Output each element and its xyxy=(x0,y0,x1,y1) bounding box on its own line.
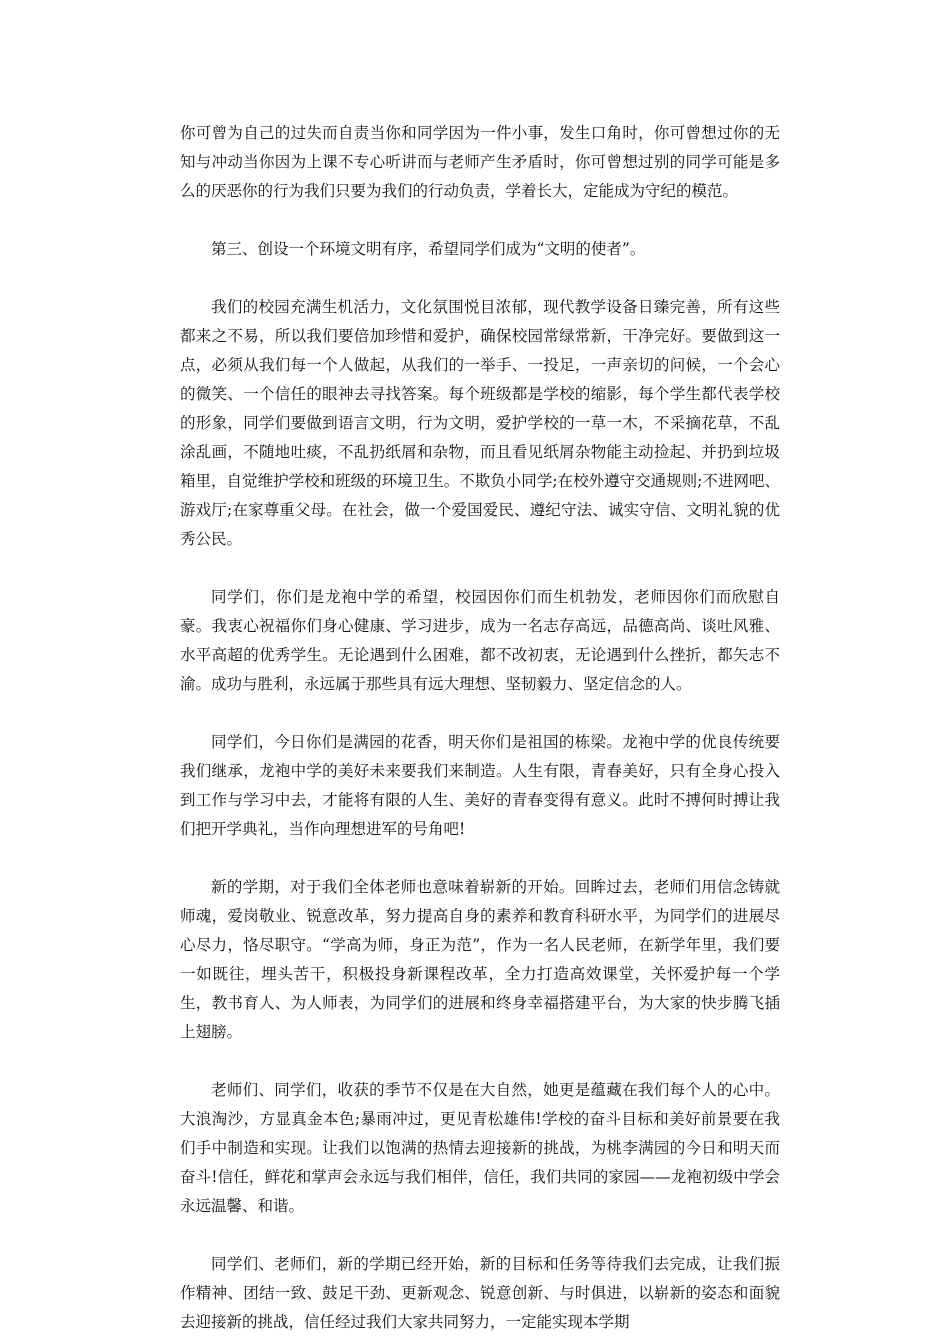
paragraph-1: 你可曾为自己的过失而自责当你和同学因为一件小事，发生口角时，你可曾想过你的无知与冲动当你因为上课不专心听讲而与老师产生矛盾时，你可曾想过别的同学可能是多么的厌恶你的行为我们只要为我们的行动负责，学着长大，定能成为守纪的模范。 xyxy=(180,124,780,200)
document-body xyxy=(180,119,780,1337)
paragraph-2: 第三、创设一个环境文明有序，希望同学们成为“文明的使者”。 xyxy=(211,240,646,258)
paragraph-5: 同学们，今日你们是满园的花香，明天你们是祖国的栋梁。龙袍中学的优良传统要我们继承，龙袍中学的美好未来要我们来制造。人生有限，青春美好，只有全身心投入到工作与学习中去，才能将有限的人生、美好的青春变得有意义。此时不搏何时搏让我们把开学典礼，当作向理想进军的号角吧! xyxy=(180,733,780,838)
paragraph-6: 新的学期，对于我们全体老师也意味着崭新的开始。回眸过去，老师们用信念铸就师魂，爱岗敬业、锐意改革，努力提高自身的素养和教育科研水平，为同学们的进展尽心尽力，恪尽职守。“学高为师，身正为范”，作为一名人民老师，在新学年里，我们要一如既往，埋头苦干，积极投身新课程改革，全力打造高效课堂，关怀爱护每一个学生，教书育人、为人师表，为同学们的进展和终身幸福搭建平台，为大家的快步腾飞插上翅膀。 xyxy=(180,878,780,1041)
paragraph-3: 我们的校园充满生机活力，文化氛围悦目浓郁，现代教学设备日臻完善，所有这些都来之不易，所以我们要倍加珍惜和爱护，确保校园常绿常新，干净完好。要做到这一点，必须从我们每一个人做起，从我们的一举手、一投足，一声亲切的问候，一个会心的微笑、一个信任的眼神去寻找答案。每个班级都是学校的缩影，每个学生都代表学校的形象，同学们要做到语言文明，行为文明，爱护学校的一草一木，不采摘花草，不乱涂乱画，不随地吐痰，不乱扔纸屑和杂物，而且看见纸屑杂物能主动捡起、并扔到垃圾箱里，自觉维护学校和班级的环境卫生。不欺负小同学;在校外遵守交通规则;不进网吧、游戏厅;在家尊重父母。在社会，做一个爱国爱民、遵纪守法、诚实守信、文明礼貌的优秀公民。 xyxy=(180,298,780,548)
paragraph-8: 同学们、老师们，新的学期已经开始，新的目标和任务等待我们去完成，让我们振作精神、团结一致、鼓足干劲、更新观念、锐意创新、与时俱进，以崭新的姿态和面貌去迎接新的挑战，信任经过我们大家共同努力，一定能实现本学期 xyxy=(180,1255,780,1331)
paragraph-7: 老师们、同学们，收获的季节不仅是在大自然，她更是蕴藏在我们每个人的心中。大浪淘沙，方显真金本色;暴雨冲过，更见青松雄伟!学校的奋斗目标和美好前景要在我们手中制造和实现。让我们以饱满的热情去迎接新的挑战，为桃李满园的今日和明天而奋斗!信任，鲜花和掌声会永远与我们相伴，信任，我们共同的家园——龙袍初级中学会永远温馨、和谐。 xyxy=(180,1081,780,1215)
paragraph-4: 同学们，你们是龙袍中学的希望，校园因你们而生机勃发，老师因你们而欣慰自豪。我衷心祝福你们身心健康、学习进步，成为一名志存高远，品德高尚、谈吐风雅、水平高超的优秀学生。无论遇到什么困难，都不改初衷，无论遇到什么挫折，都矢志不渝。成功与胜利，永远属于那些具有远大理想、坚韧毅力、坚定信念的人。 xyxy=(180,588,780,693)
